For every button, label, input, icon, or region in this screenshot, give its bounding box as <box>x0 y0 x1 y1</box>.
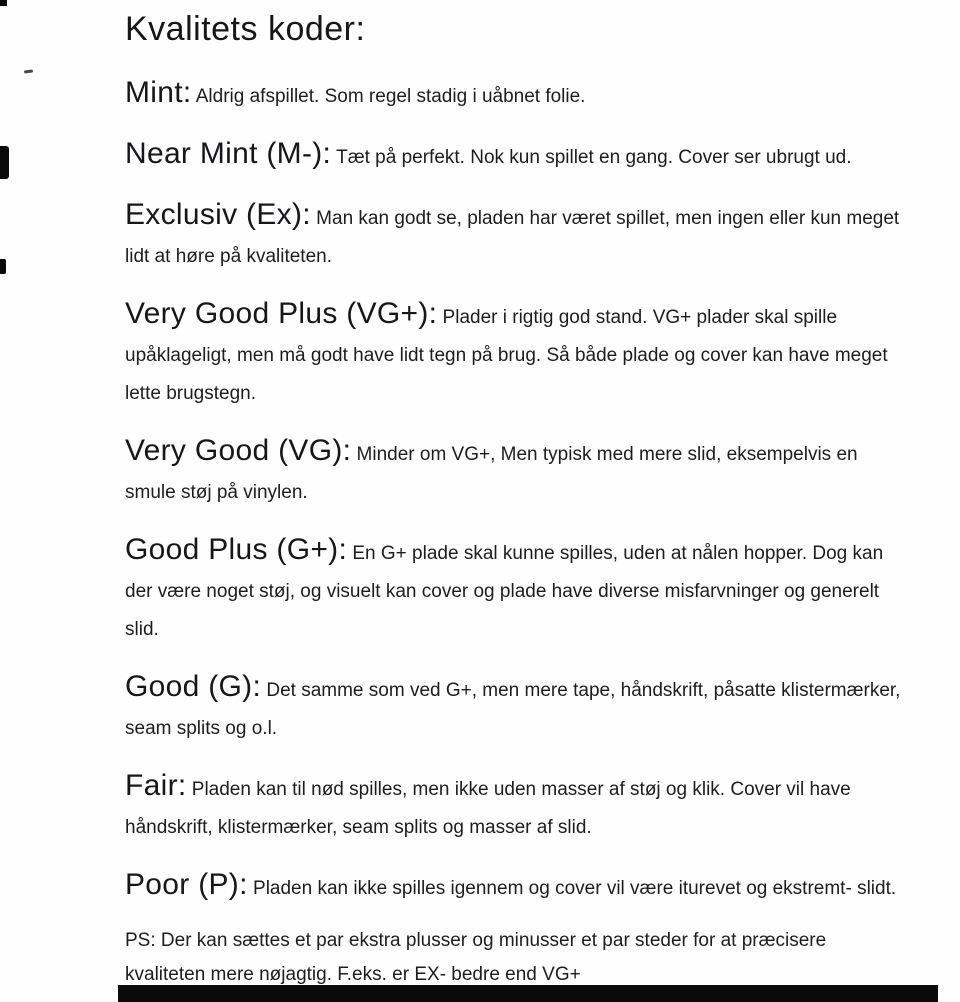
entry-term: Fair: <box>125 769 187 802</box>
entry-near-mint <box>125 132 910 177</box>
entry-term: Mint: <box>125 76 192 109</box>
entry-term: Good Plus (G+): <box>125 533 348 566</box>
entry-description: Minder om VG+, Men typisk med mere slid, eksempelvis en smule støj på vinylen. <box>125 444 858 503</box>
ps-note: PS: Der kan sættes et par ekstra plusser og minusser et par steder for at præcisere kvaliteten mere nøjagtig. F.eks. er EX- bedre end VG+ <box>125 930 827 985</box>
scan-artifact-bottom-bar <box>118 985 938 1002</box>
entry-very-good-plus <box>125 292 910 413</box>
entry-term: Near Mint (M-): <box>125 137 332 170</box>
entry-term: Very Good (VG): <box>125 434 352 467</box>
scan-artifact-corner <box>0 0 7 6</box>
entry-description: Man kan godt se, pladen har været spillet, men ingen eller kun meget lidt at høre på kvaliteten. <box>125 208 900 267</box>
entry-good-plus <box>125 528 910 649</box>
entry-poor <box>125 863 910 908</box>
page-title: Kvalitets koder: <box>125 10 366 48</box>
entry-exclusiv <box>125 193 910 276</box>
scan-artifact-left-edge-small <box>0 259 6 274</box>
entry-good <box>125 665 910 748</box>
entry-term: Exclusiv (Ex): <box>125 198 311 231</box>
entry-description: Det samme som ved G+, men mere tape, håndskrift, påsatte klistermærker, seam splits og o.l. <box>125 680 901 739</box>
entry-description: Pladen kan ikke spilles igennem og cover vil være iturevet og ekstremt- slidt. <box>253 878 897 899</box>
scan-artifact-left-edge <box>0 146 9 179</box>
entry-description: Pladen kan til nød spilles, men ikke uden masser af støj og klik. Cover vil have håndskrift, klistermærker, seam splits og masser af slid. <box>125 779 851 838</box>
entry-description: Plader i rigtig god stand. VG+ plader skal spille upåklageligt, men må godt have lidt tegn på brug. Så både plade og cover kan have meget lette brugstegn. <box>125 307 888 404</box>
entry-term: Poor (P): <box>125 868 248 901</box>
entry-description: En G+ plade skal kunne spilles, uden at nålen hopper. Dog kan der være noget støj, og visuelt kan cover og plade have diverse misfarvninger og generelt slid. <box>125 543 884 640</box>
entry-description: Aldrig afspillet. Som regel stadig i uåbnet folie. <box>195 86 586 107</box>
entry-term: Very Good Plus (VG+): <box>125 297 438 330</box>
entry-term: Good (G): <box>125 670 262 703</box>
entry-mint <box>125 71 910 116</box>
entry-very-good <box>125 429 910 512</box>
entry-fair <box>125 764 910 847</box>
entry-description: Tæt på perfekt. Nok kun spillet en gang. Cover ser ubrugt ud. <box>336 147 852 168</box>
